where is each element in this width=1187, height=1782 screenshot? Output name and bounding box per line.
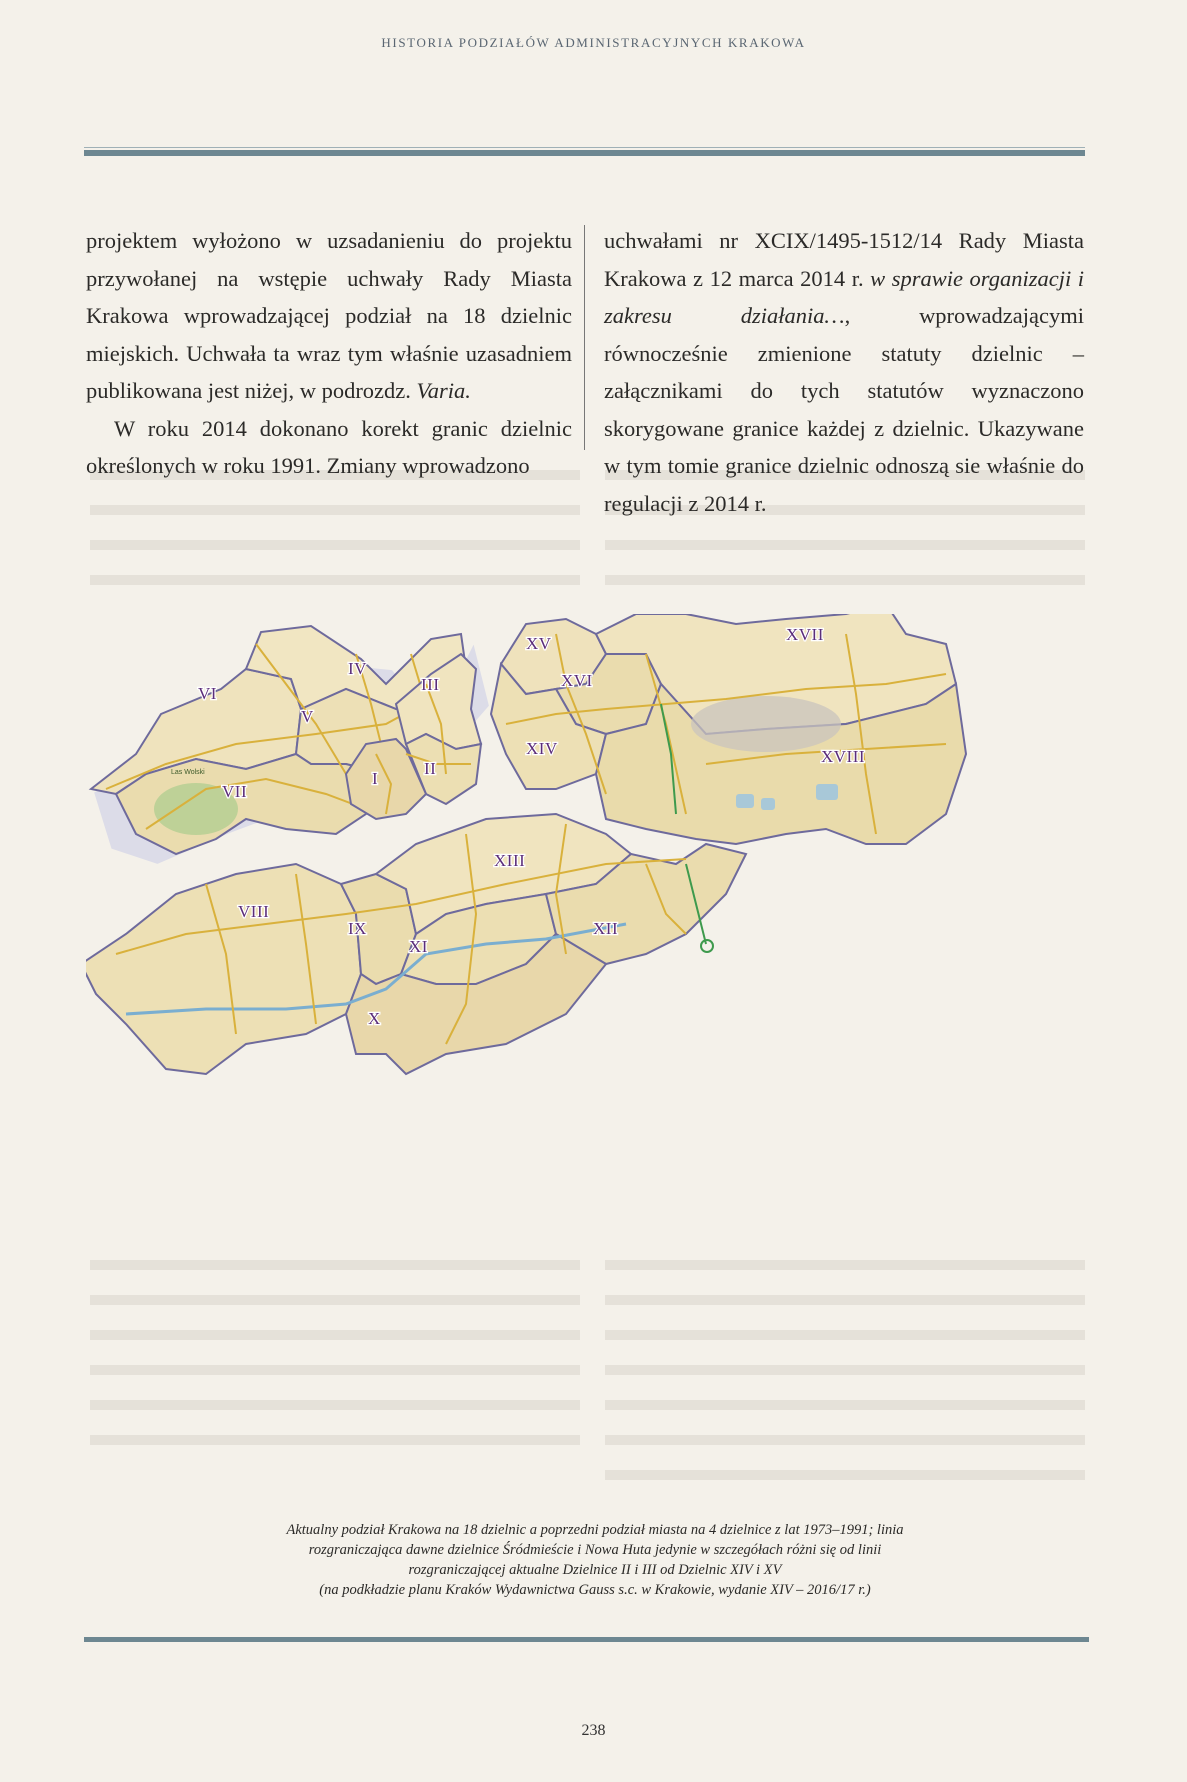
district-label-ii: II (424, 759, 437, 778)
caption-line-4: (na podkładzie planu Kraków Wydawnictwa Gauss s.c. w Krakowie, wydanie XIV – 2016/17 r.) (319, 1582, 871, 1598)
district-label-xv: XV (526, 634, 552, 653)
left-paragraph-1-text: projektem wyłożono w uzsadanieniu do projektu przywołanej na wstępie uchwały Rady Miasta Krakowa wprowadzającej podział na 18 dzielnic miejskich. Uchwała ta wraz tym właśnie uzasadniem publikowana jest niżej, w podrozdz. (86, 228, 572, 403)
district-label-xviii: XVIII (821, 747, 866, 766)
left-column (86, 222, 572, 485)
left-paragraph-2: W roku 2014 dokonano korekt granic dzielnic określonych w roku 1991. Zmiany wprowadzono (86, 415, 572, 478)
district-label-iv: IV (348, 659, 367, 678)
district-label-i: I (372, 769, 379, 788)
east-block (491, 614, 966, 844)
district-label-viii: VIII (238, 902, 270, 921)
district-label-xvi: XVI (561, 671, 593, 690)
map-svg (86, 614, 1086, 1244)
district-label-x: X (368, 1009, 381, 1028)
caption-line-3: rozgraniczającej aktualne Dzielnice II i III od Dzielnic XIV i XV (408, 1562, 782, 1578)
district-label-xiii: XIII (494, 851, 526, 870)
right-paragraph-text-1: uchwałami nr XCIX/1495-1512/14 Rady Miasta Krakowa z 12 marca 2014 r. (604, 228, 1084, 291)
column-divider (584, 225, 585, 450)
resolution-title-italic: w sprawie organizacji i zakresu działania… (604, 265, 1085, 328)
right-paragraph (604, 222, 1084, 522)
steelworks-area (691, 696, 841, 752)
right-paragraph-text-2: , wprowadzającymi równocześnie zmienione statuty dzielnic – załącznikami do tych statutów wyznaczono skorygowane granice każdej z dzielnic. Ukazywane w tym tomie granice dzielnic odnoszą sie właśnie do regulacji z 2014 r. (604, 303, 1084, 516)
caption-line-2: rozgraniczająca dawne dzielnice Śródmieście i Nowa Huta jedynie w szczegółach różni się od linii (308, 1542, 882, 1558)
district-label-v: V (301, 707, 314, 726)
district-label-ix: IX (348, 919, 367, 938)
district-label-vii: VII (222, 782, 248, 801)
left-paragraph-1 (86, 222, 572, 410)
south-block (86, 814, 746, 1074)
roundabout-icon (701, 940, 713, 952)
las-wolski-label: Las Wolski (171, 769, 205, 776)
map-caption (180, 1520, 1010, 1600)
district-label-xii: XII (593, 919, 619, 938)
district-label-xvii: XVII (786, 625, 824, 644)
district-label-iii: III (421, 675, 440, 694)
varia-reference: Varia. (416, 378, 471, 403)
district-label-xi: XI (409, 937, 428, 956)
district-label-xiv: XIV (526, 739, 558, 758)
header-rule-thin (84, 147, 1085, 148)
footer-rule (84, 1637, 1089, 1642)
page-number: 238 (581, 1722, 606, 1739)
district-viii-area (86, 864, 361, 1074)
district-label-vi: VI (198, 684, 217, 703)
header-rule (84, 150, 1085, 156)
running-title: HISTORIA PODZIAŁÓW ADMINISTRACYJNYCH KRAKOWA (381, 35, 806, 50)
right-column (604, 222, 1084, 522)
krakow-districts-map (86, 614, 1086, 1244)
caption-line-1: Aktualny podział Krakowa na 18 dzielnic a poprzedni podział miasta na 4 dzielnice z lat 1973–1991; linia (286, 1522, 904, 1538)
